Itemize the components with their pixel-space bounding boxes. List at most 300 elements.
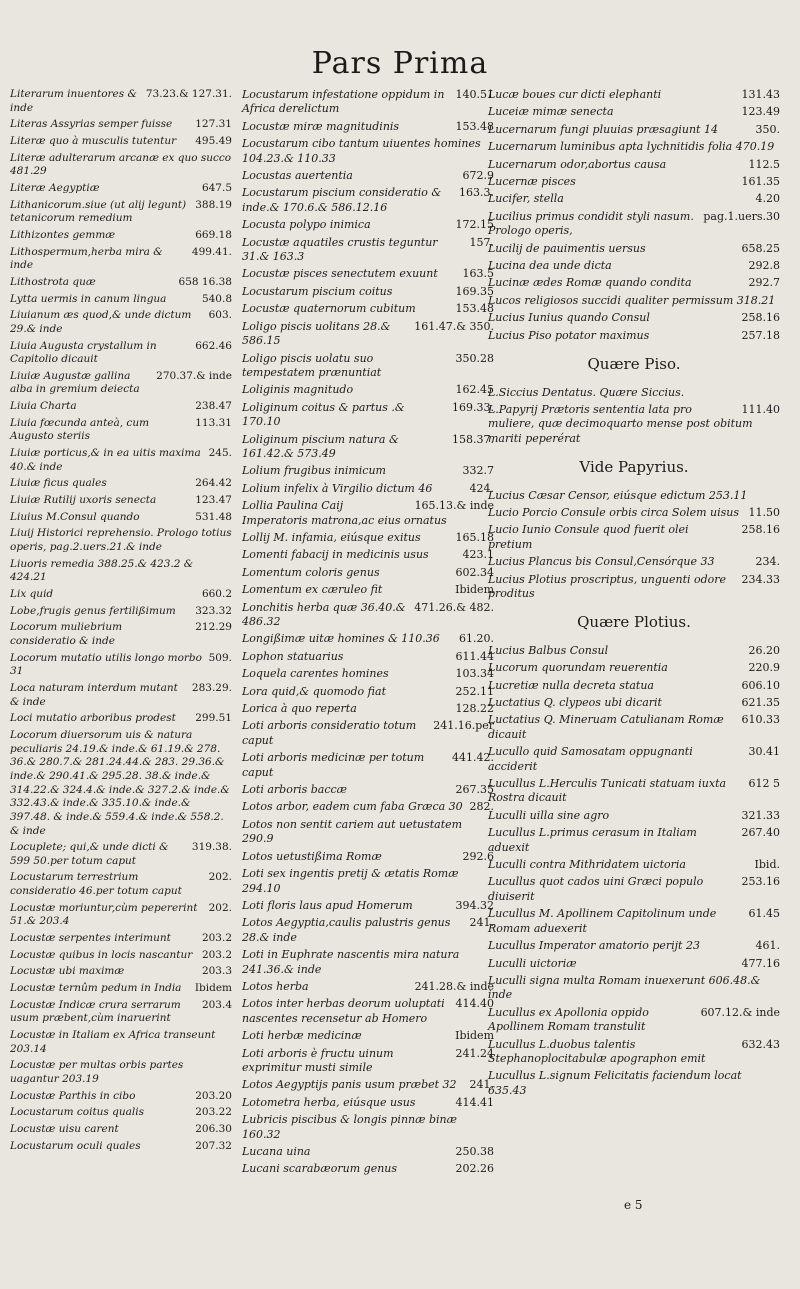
entry-reference: 423.1: [462, 548, 494, 562]
index-entry: [242, 548, 494, 562]
index-entry: [10, 400, 232, 414]
entry-text: Locorum muliebrium consideratio & inde: [10, 621, 123, 647]
index-entry: [10, 340, 232, 367]
index-entry: [488, 875, 780, 904]
index-entry: [10, 417, 232, 444]
index-entry: [488, 745, 780, 774]
index-entry: [488, 696, 780, 710]
entry-text: Locorum mutatio utilis longo morbo 31: [10, 651, 202, 678]
entry-reference: 607.12.& inde: [700, 1005, 780, 1019]
entry-reference: 258.16: [741, 311, 780, 325]
entry-reference: 123.47: [195, 494, 232, 507]
index-entry: [242, 320, 494, 349]
index-entry: [488, 329, 780, 343]
entry-text: Lucullus L.signum Felicitatis faciendum locat 635.43: [488, 1069, 742, 1097]
entry-reference: 112.5: [748, 157, 780, 171]
entry-reference: 4.20: [755, 192, 780, 206]
entry-reference: 238.47: [195, 400, 232, 413]
index-entry: [488, 939, 780, 953]
entry-reference: 241.24: [455, 1046, 494, 1060]
index-entry: [242, 285, 494, 299]
index-entry: [242, 1162, 494, 1176]
entry-reference: 477.16: [741, 956, 780, 970]
entry-text: Locustæ Parthis in cibo: [10, 1089, 136, 1102]
index-entry: [10, 527, 232, 554]
index-entry: [488, 907, 780, 936]
index-entry: [10, 841, 232, 868]
index-entry: [242, 899, 494, 913]
index-entry: [488, 192, 780, 206]
entry-reference: 253.16: [741, 875, 780, 889]
cross-reference-heading: Quære Plotius.: [577, 613, 691, 632]
entry-reference: 662.46: [195, 339, 232, 352]
entry-reference: Ibidem: [455, 1029, 494, 1043]
entry-reference: 241.28.& inde: [414, 979, 494, 993]
index-entry: [242, 531, 494, 545]
entry-text: Loti arboris è fructu uinum exprimitur musti simile: [242, 1046, 394, 1074]
entry-reference: 414.40: [455, 997, 494, 1011]
entry-text: Lucullus L.primus cerasum in Italiam aduexit: [488, 826, 697, 854]
index-entry: [10, 494, 232, 508]
entry-reference: 660.2: [201, 588, 232, 600]
entry-reference: 658 16.38: [178, 275, 232, 288]
entry-text: Locustarum infestatione oppidum in Africa derelictum: [242, 88, 445, 116]
entry-text: Liuiæ Rutilij uxoris senecta: [10, 494, 157, 507]
index-entry: [242, 186, 494, 215]
entry-text: Loliginum piscium natura & 161.42.& 573.49: [242, 432, 399, 460]
entry-reference: 203.22: [195, 1106, 232, 1119]
entry-reference: 169.33.: [452, 400, 494, 414]
entry-reference: 471.26.& 482.: [414, 600, 494, 614]
entry-text: Luctatius Q. Mineruam Catulianam Romæ dicauit: [488, 713, 724, 741]
index-entry: [242, 352, 494, 381]
index-entry: [10, 932, 232, 946]
entry-text: Locustas auertentia: [242, 169, 353, 183]
entry-text: Liuia Augusta crystallum in Capitolio dicauit: [10, 339, 157, 366]
index-entry: [488, 957, 780, 971]
entry-text: Locustarum oculi quales: [10, 1139, 141, 1152]
entry-text: Loci mutatio arboribus prodest: [10, 712, 176, 725]
entry-text: Locustæ per multas orbis partes uagantur 203.19: [10, 1059, 184, 1085]
index-entry: [488, 777, 780, 806]
entry-text: Locustæ Indicæ crura serrarum usum præbent,cùm inaruerint: [10, 998, 181, 1025]
entry-text: Lucius Plotius proscriptus, unguenti odore proditus: [488, 572, 727, 600]
entry-text: Lucernarum luminibus apta lychnitidis folia 470.19: [488, 140, 775, 154]
entry-reference: 123.49: [741, 105, 780, 119]
entry-text: Lucullus L.duobus talentis Stephanoplocitabulæ apographon emit: [488, 1037, 706, 1065]
entry-text: Luceiæ mimæ senecta: [488, 105, 614, 119]
entry-text: Lucana uina: [242, 1145, 311, 1158]
index-entry: [242, 236, 494, 265]
entry-text: Lucos religiosos succidi qualiter permissum 318.21: [488, 293, 776, 307]
index-entry: [242, 997, 494, 1026]
entry-reference: 234.: [755, 555, 780, 569]
index-entry: [10, 135, 232, 149]
entry-reference: 611.44: [455, 649, 494, 663]
entry-reference: 30.41: [748, 745, 780, 759]
entry-reference: 202.26: [455, 1162, 494, 1176]
entry-text: Lonchitis herba quæ 36.40.& 486.32: [242, 600, 406, 628]
index-entry: [242, 783, 494, 797]
entry-reference: 621.35: [741, 696, 780, 709]
entry-reference: 658.25: [741, 241, 780, 255]
entry-text: Locustæ serpentes interimunt: [10, 932, 171, 945]
entry-reference: 169.35: [455, 284, 494, 298]
entry-reference: 202.: [208, 901, 232, 914]
entry-text: Loti arboris consideratio totum caput: [242, 719, 417, 747]
index-entry: [242, 818, 494, 847]
index-entry: [10, 982, 232, 996]
index-entry: [10, 902, 232, 929]
entry-text: Lomentum ex cæruleo fit: [242, 583, 383, 597]
entry-text: Lucullus quot cados uini Græci populo diuiserit: [488, 875, 704, 903]
entry-reference: 111.40: [741, 402, 780, 416]
index-entry: [10, 621, 232, 648]
entry-text: Liuius M.Consul quando: [10, 510, 140, 523]
entry-reference: Ibidem: [455, 583, 494, 597]
entry-text: Lithizontes gemmæ: [10, 228, 116, 241]
entry-text: Liuoris remedia 388.25.& 423.2 & 424.21: [10, 557, 194, 584]
entry-reference: 319.38.: [191, 841, 232, 854]
entry-text: Liuiæ ficus quales: [10, 477, 107, 490]
entry-reference: 203.3: [201, 965, 232, 978]
index-entry: [10, 511, 232, 525]
entry-text: Locustarum piscium coitus: [242, 284, 393, 298]
index-entry: [10, 246, 232, 273]
entry-reference: 103.34: [455, 667, 494, 681]
entry-text: Lytta uermis in canum lingua: [10, 292, 167, 305]
index-entry: [242, 383, 494, 397]
entry-reference: 388.19: [195, 198, 232, 211]
entry-reference: 414.41: [455, 1095, 494, 1109]
entry-text: Locustarum coitus qualis: [10, 1106, 144, 1119]
entry-text: Lomentum coloris genus: [242, 565, 380, 579]
entry-reference: 540.8: [201, 292, 232, 305]
entry-reference: 162.45: [455, 383, 494, 397]
entry-reference: 61.45: [748, 907, 780, 921]
index-entry: [488, 1069, 780, 1098]
index-entry: [242, 867, 494, 896]
entry-text: Lolium infelix à Virgilio dictum 46: [242, 481, 433, 495]
index-entry: [10, 229, 232, 243]
index-entry: [10, 871, 232, 898]
index-column-3: [488, 88, 780, 1101]
entry-text: Lucæ boues cur dicti elephanti: [488, 88, 662, 101]
index-entry: [488, 210, 780, 239]
entry-reference: 163.5: [462, 267, 494, 281]
index-entry: [488, 523, 780, 552]
index-entry: [488, 175, 780, 189]
entry-text: Locustæ ubi maximæ: [10, 965, 125, 978]
index-entry: [488, 1038, 780, 1067]
entry-text: Lucullus M. Apollinem Capitolinum unde Romam aduexerit: [488, 907, 717, 935]
index-entry: [242, 1145, 494, 1159]
entry-text: Luculli uictoriæ: [488, 956, 577, 970]
index-entry: [488, 489, 780, 503]
entry-text: Locustæ in Italiam ex Africa transeunt 203.14: [10, 1029, 216, 1055]
cross-reference-heading: Vide Papyrius.: [579, 458, 689, 477]
index-entry: [10, 1029, 232, 1056]
index-entry: [242, 850, 494, 864]
entry-reference: 163.3.: [459, 186, 494, 200]
index-column-2: [242, 88, 494, 1180]
entry-text: Lucina dea unde dicta: [488, 259, 612, 273]
entry-reference: 603.: [208, 309, 232, 322]
entry-text: Lotos herba: [242, 979, 309, 993]
entry-reference: 461.: [755, 939, 780, 953]
entry-reference: 73.23.& 127.31.: [145, 88, 232, 100]
index-column-1: [10, 88, 232, 1156]
entry-reference: 250.38: [455, 1145, 494, 1158]
entry-text: Locustæ ternûm pedum in India: [10, 982, 182, 995]
entry-text: Liuia Charta: [10, 400, 77, 413]
entry-text: Lucilij de pauimentis uersus: [488, 241, 646, 255]
index-entry: [488, 858, 780, 872]
entry-text: Liuij Historici reprehensio. Prologo totius operis, pag.2.uers.21.& inde: [10, 527, 232, 554]
index-entry: [10, 1059, 232, 1086]
index-entry: [488, 294, 780, 308]
entry-reference: Ibidem: [194, 982, 232, 995]
entry-text: Liuiæ porticus,& in ea uitis maxima 40.& inde: [10, 447, 201, 473]
entry-text: Lucius Iunius quando Consul: [488, 311, 650, 325]
entry-reference: 350.: [755, 122, 780, 136]
entry-text: Lucullus ex Apollonia oppido Apollinem Romam transtulit: [488, 1005, 649, 1034]
entry-text: Lotos non sentit cariem aut uetustatem 290.9: [242, 817, 463, 846]
entry-text: Loti arboris medicinæ per totum caput: [242, 751, 425, 779]
index-entry: [488, 88, 780, 102]
index-entry: [10, 605, 232, 619]
index-entry: [242, 916, 494, 945]
entry-reference: 203.20: [195, 1089, 232, 1102]
index-entry: [242, 980, 494, 994]
entry-reference: 165.13.& inde: [414, 499, 494, 513]
index-entry: [10, 949, 232, 963]
entry-reference: 672.9: [462, 169, 494, 183]
index-entry: [488, 259, 780, 273]
index-entry: [242, 948, 494, 977]
index-entry: [242, 566, 494, 580]
entry-text: Lucernæ pisces: [488, 175, 576, 189]
entry-reference: 153.48: [455, 119, 494, 133]
index-entry: [488, 809, 780, 823]
entry-text: Lotos uetustißima Romæ: [242, 849, 382, 863]
entry-text: Lolium frugibus inimicum: [242, 464, 386, 478]
entry-text: Lotos arbor, eadem cum faba Græca 30: [242, 800, 463, 814]
index-entry: [488, 661, 780, 675]
signature-mark: e 5: [624, 1198, 643, 1212]
entry-text: Lubricis piscibus & longis pinnæ binæ 160.32: [242, 1113, 457, 1141]
index-entry: [242, 302, 494, 316]
index-entry: [488, 386, 780, 400]
entry-reference: 424.: [469, 481, 494, 495]
index-entry: [10, 152, 232, 179]
index-entry: [242, 1047, 494, 1076]
index-entry: [10, 729, 232, 838]
entry-text: Lix quid: [10, 588, 54, 600]
entry-text: Lucinæ ædes Romæ quando condita: [488, 276, 692, 290]
entry-text: Literas Assyrias semper fuisse: [10, 118, 173, 131]
entry-text: Lucani scarabæorum genus: [242, 1162, 398, 1176]
entry-text: Locustarum cibo tantum uiuentes homines 104.23.& 110.33: [242, 137, 481, 165]
entry-text: Lotos Aegyptijs panis usum præbet 32: [242, 1078, 457, 1092]
entry-reference: 140.51: [455, 88, 494, 101]
entry-text: Loti herbæ medicinæ: [242, 1029, 362, 1043]
entry-text: Locustæ pisces senectutem exuunt: [242, 267, 438, 281]
entry-reference: 267.40: [741, 826, 780, 840]
index-entry: [488, 105, 780, 119]
entry-text: Loliginum coitus & partus .& 170.10: [242, 400, 405, 429]
index-entry: [242, 667, 494, 681]
index-entry: [242, 482, 494, 496]
entry-reference: 234.33: [741, 572, 780, 586]
entry-reference: 610.33: [741, 713, 780, 727]
entry-reference: 202.: [208, 871, 232, 884]
entry-text: Luctatius Q. clypeos ubi dicarit: [488, 696, 662, 709]
index-entry: [10, 293, 232, 307]
index-entry: [242, 702, 494, 716]
index-entry: [242, 650, 494, 664]
entry-reference: 394.32: [455, 898, 494, 912]
entry-text: L.Papyrij Prætoris sententia lata pro muliere, quæ decimoquarto mense post obitum mariti peperérat: [488, 402, 753, 445]
index-entry: [10, 652, 232, 679]
cross-reference-heading: Quære Piso.: [587, 355, 681, 374]
entry-reference: 350.28: [455, 351, 494, 365]
entry-text: Lithospermum,herba mira & inde: [10, 245, 163, 272]
entry-text: Longißimæ uitæ homines & 110.36: [242, 632, 440, 646]
entry-reference: 264.42: [195, 477, 232, 490]
entry-reference: pag.1.uers.30: [703, 209, 780, 223]
entry-reference: 220.9: [748, 661, 780, 675]
entry-text: Lucernarum odor,abortus causa: [488, 157, 667, 171]
index-entry: [10, 276, 232, 290]
index-entry: [10, 182, 232, 196]
index-entry: [488, 276, 780, 290]
entry-text: Lucius Plancus bis Consul,Censórque 33: [488, 555, 715, 569]
index-entry: [488, 158, 780, 172]
entry-text: Locuplete; qui,& unde dicti & 599 50.per totum caput: [10, 841, 169, 867]
entry-text: Lucullo quid Samosatam oppugnanti acciderit: [488, 745, 693, 773]
index-entry: [242, 464, 494, 478]
entry-reference: 612 5: [748, 777, 780, 791]
index-entry: [10, 999, 232, 1026]
entry-text: Lora quid,& quomodo fiat: [242, 684, 386, 698]
entry-text: Lobe,frugis genus fertilißimum: [10, 604, 176, 617]
entry-reference: 241.: [469, 1078, 494, 1092]
entry-text: Lucius Balbus Consul: [488, 643, 609, 657]
entry-reference: 270.37.& inde: [156, 369, 232, 382]
entry-text: Lotos inter herbas deorum uoluptati nascentes recensetur ab Homero: [242, 997, 445, 1025]
entry-text: Loca naturam interdum mutant & inde: [10, 681, 178, 708]
index-entry: [488, 644, 780, 658]
entry-text: Lucullus Imperator amatorio perijt 23: [488, 939, 700, 953]
entry-reference: 602.34: [455, 565, 494, 579]
index-entry: [10, 1123, 232, 1137]
index-entry: [488, 826, 780, 855]
entry-text: Liuia fœcunda anteà, cum Augusto steriis: [10, 416, 150, 443]
entry-text: Locustæ quibus in locis nascantur: [10, 948, 193, 961]
entry-text: Lucullus L.Herculis Tunicati statuam iuxta Rostra dicauit: [488, 777, 727, 805]
entry-text: Loti in Euphrate nascentis mira natura 241.36.& inde: [242, 948, 460, 976]
index-entry: [10, 712, 232, 726]
entry-text: Lorica à quo reperta: [242, 702, 357, 716]
entry-text: Loliginis magnitudo: [242, 383, 354, 397]
entry-text: Lomenti fabacij in medicinis usus: [242, 548, 429, 562]
entry-text: Luculli contra Mithridatem uictoria: [488, 858, 686, 872]
entry-reference: 203.4: [201, 998, 232, 1011]
entry-text: Loti arboris baccæ: [242, 783, 348, 797]
index-entry: [10, 88, 232, 115]
index-entry: [242, 88, 494, 117]
entry-text: Lophon statuarius: [242, 649, 344, 663]
index-entry: [242, 499, 494, 528]
entry-text: Lollia Paulina Caij Imperatoris matrona,ac eius ornatus: [242, 499, 447, 527]
entry-text: Luculli uilla sine agro: [488, 808, 610, 822]
index-entry: [242, 120, 494, 134]
index-entry: [488, 1006, 780, 1035]
entry-reference: 161.47.& 350.: [414, 319, 494, 333]
entry-reference: 323.32: [195, 604, 232, 617]
index-entry: [242, 1113, 494, 1142]
index-entry: [488, 242, 780, 256]
entry-reference: 252.11: [455, 684, 494, 698]
entry-reference: 332.7: [462, 464, 494, 478]
entry-reference: 495.49: [195, 134, 232, 147]
entry-text: Literarum inuentores & inde: [10, 88, 137, 114]
index-entry: [10, 199, 232, 226]
index-entry: [488, 140, 780, 154]
entry-text: Lucernarum fungi pluuias præsagiunt 14: [488, 122, 718, 136]
entry-text: Locustæ moriuntur,cùm pepererint 51.& 203.4: [10, 901, 198, 928]
entry-text: Lotos Aegyptia,caulis palustris genus 28.& inde: [242, 916, 451, 944]
index-entry: [242, 632, 494, 646]
entry-text: Lucifer, stella: [488, 192, 564, 206]
entry-text: Locustarum terrestrium consideratio 46.per totum caput: [10, 871, 182, 898]
entry-text: Liuianum æs quod,& unde dictum 29.& inde: [10, 309, 192, 335]
index-entry: [488, 974, 780, 1003]
entry-text: Locustarum piscium consideratio & inde.& 170.6.& 586.12.16: [242, 186, 442, 214]
entry-reference: 128.22: [455, 702, 494, 716]
entry-reference: 203.2: [201, 932, 232, 945]
entry-reference: 283.29.: [191, 681, 232, 694]
entry-reference: 165.18: [455, 530, 494, 544]
entry-text: Lucio Iunio Consule quod fuerit olei pretium: [488, 523, 689, 551]
index-entry: [488, 555, 780, 569]
index-entry: [10, 682, 232, 709]
index-entry: [10, 309, 232, 336]
index-entry: [488, 123, 780, 137]
index-entry: [10, 558, 232, 585]
entry-reference: 509.: [208, 651, 232, 664]
index-entry: [488, 506, 780, 520]
entry-text: Lollij M. infamia, eiúsque exitus: [242, 530, 421, 544]
entry-text: Lucius Cæsar Censor, eiúsque edictum 253.11: [488, 488, 748, 502]
entry-text: Lucio Porcio Consule orbis circa Solem uisus: [488, 505, 740, 519]
entry-reference: 292.7: [748, 276, 780, 290]
entry-reference: 11.50: [748, 505, 780, 519]
entry-reference: 207.32: [195, 1139, 232, 1152]
entry-text: Lotometra herba, eiúsque usus: [242, 1095, 416, 1109]
entry-text: Lucorum quorundam reuerentia: [488, 661, 668, 675]
entry-text: Locustæ aquatiles crustis teguntur 31.& 163.3: [242, 235, 438, 264]
entry-reference: 292.6: [462, 849, 494, 863]
entry-reference: 499.41.: [191, 245, 232, 258]
entry-text: Locorum diuersorum uis & natura peculiaris 24.19.& inde.& 61.19.& 278. 36.& 280.7.& 281.24.44.& 283. 29.36.& inde.& 290.41.& 295.28. 38.& inde.& 314.22.& 324.4.& inde.& 327.2.& inde.& 332.43.& inde.& 335.10.& inde.& 397.48. & inde.& 559.4.& inde.& 558.2. & inde: [10, 728, 230, 837]
entry-text: Loquela carentes homines: [242, 667, 389, 681]
entry-text: Lucretiæ nulla decreta statua: [488, 678, 654, 692]
entry-reference: 292.8: [748, 259, 780, 273]
entry-text: Locusta polypo inimica: [242, 218, 371, 232]
entry-reference: 241.: [469, 916, 494, 930]
